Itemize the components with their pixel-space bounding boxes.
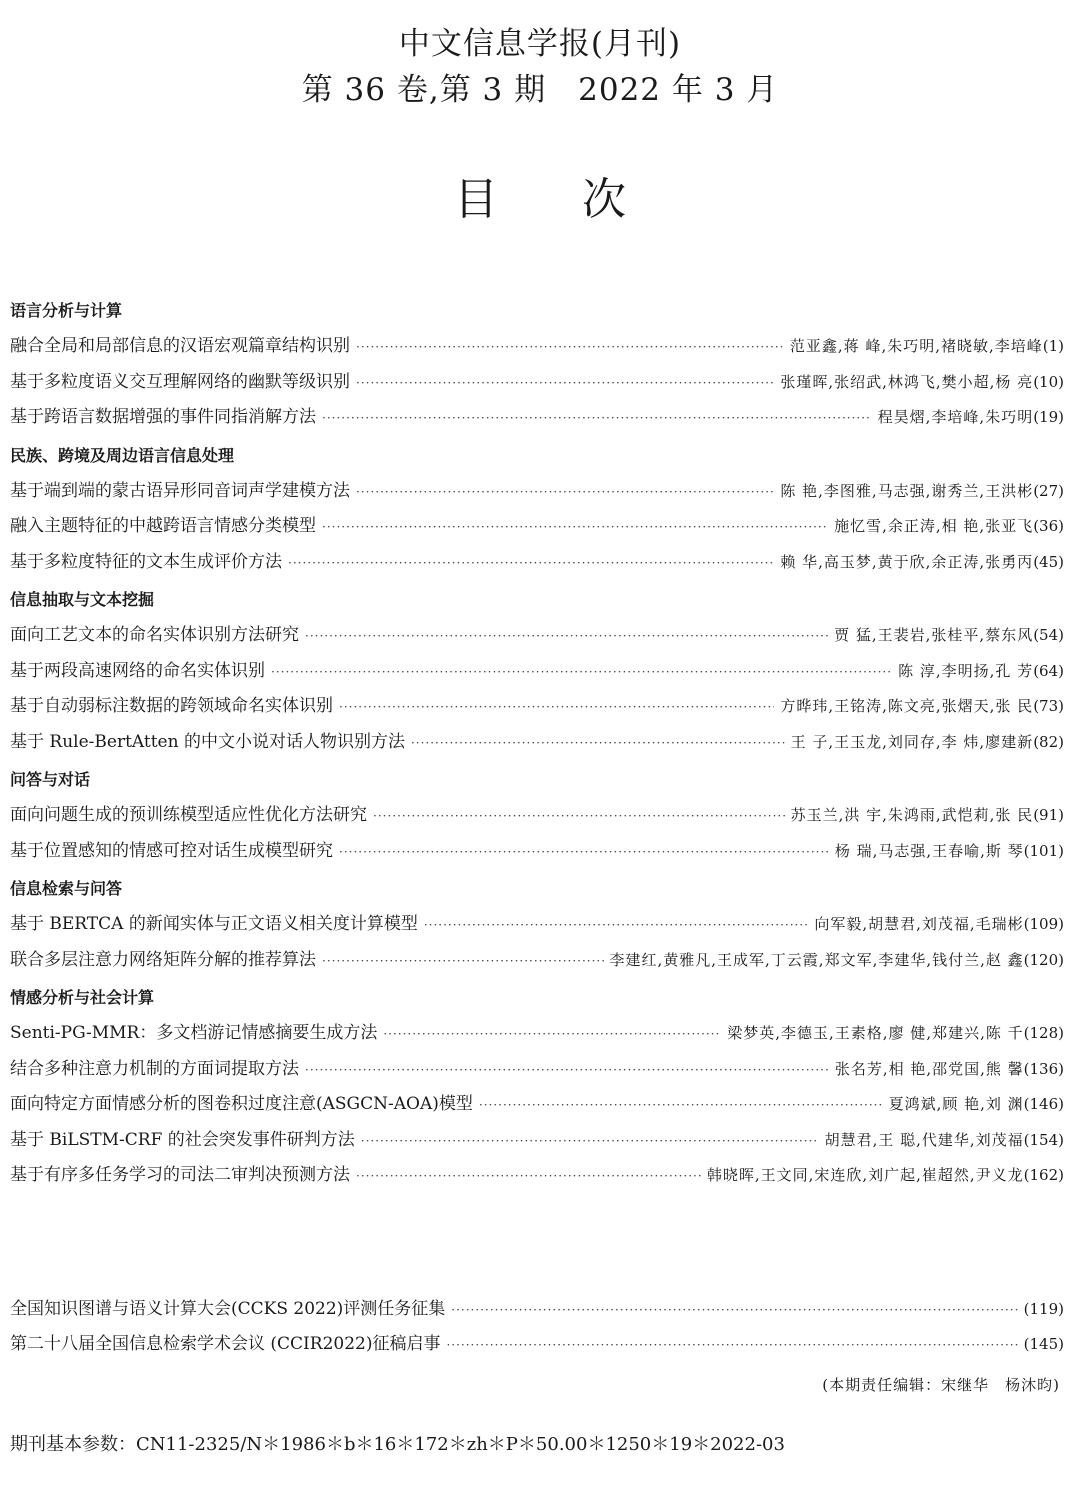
article-page: (109) (1023, 915, 1064, 933)
article-authors: 苏玉兰,洪 宇,朱鸿雨,武恺莉,张 民 (790, 806, 1034, 824)
dot-leader (356, 366, 774, 402)
dot-leader (373, 799, 785, 835)
toc-entry (10, 1087, 1064, 1123)
article-page: (54) (1033, 626, 1064, 644)
section-heading: 问答与对话 (10, 770, 91, 789)
toc-entry (10, 365, 1064, 401)
article-page: (146) (1023, 1095, 1064, 1113)
article-title: 基于跨语言数据增强的事件同指消解方法 (10, 407, 316, 427)
responsible-editor: (本期责任编辑：宋继华 杨沐昀) (822, 1376, 1060, 1394)
article-page: (19) (1033, 408, 1064, 426)
toc-entry (10, 545, 1064, 581)
article-authors: 胡慧君,王 聪,代建华,刘茂福 (824, 1130, 1024, 1149)
article-authors: 施忆雪,余正涛,相 艳,张亚飞 (834, 517, 1034, 535)
dot-leader (288, 546, 774, 582)
toc-entry (10, 509, 1064, 545)
article-page: (91) (1033, 806, 1064, 824)
announcement-entry (10, 1292, 1064, 1327)
article-page: (120) (1023, 950, 1064, 969)
toc-entry (10, 329, 1064, 365)
issue-line: 第 36 卷,第 3 期 2022 年 3 月 (301, 72, 779, 108)
article-page: (64) (1033, 661, 1064, 680)
article-authors: 李建红,黄雅凡,王成军,丁云霞,郑文军,李建华,钱付兰,赵 鑫 (609, 950, 1024, 969)
article-authors: 张名芳,相 艳,邵党国,熊 馨 (834, 1059, 1024, 1078)
toc-entry (10, 1123, 1064, 1159)
article-title: 基于 BERTCA 的新闻实体与正文语义相关度计算模型 (10, 914, 418, 934)
article-page: (162) (1023, 1166, 1064, 1184)
article-page: (136) (1023, 1059, 1064, 1078)
dot-leader (356, 1159, 701, 1195)
toc-entry (10, 474, 1064, 510)
toc-entry (10, 689, 1064, 725)
article-authors: 夏鸿斌,顾 艳,刘 渊 (888, 1095, 1024, 1113)
article-authors: 张瑾晖,张绍武,林鸿飞,樊小超,杨 亮 (780, 372, 1034, 391)
article-title: 融合全局和局部信息的汉语宏观篇章结构识别 (10, 336, 350, 356)
article-title: 基于两段高速网络的命名实体识别 (10, 660, 265, 681)
dot-leader (446, 1328, 1017, 1363)
journal-title: 中文信息学报(月刊) (398, 26, 682, 62)
toc-entry (10, 618, 1064, 654)
article-authors: 范亚鑫,蒋 峰,朱巧明,褚晓敏,李培峰 (789, 337, 1043, 355)
table-of-contents (10, 293, 1064, 1194)
dot-leader (411, 726, 785, 762)
article-title: 联合多层注意力网络矩阵分解的推荐算法 (10, 949, 316, 970)
article-authors: 赖 华,高玉梦,黄于欣,余正涛,张勇丙 (780, 552, 1034, 571)
section-heading: 信息检索与问答 (10, 879, 123, 898)
dot-leader (271, 655, 892, 691)
toc-entry (10, 654, 1064, 690)
dot-leader (451, 1293, 1017, 1328)
announcement-title: 第二十八届全国信息检索学术会议 (CCIR2022)征稿启事 (10, 1334, 441, 1354)
section-heading: 民族、跨境及周边语言信息处理 (10, 445, 235, 465)
dot-leader (361, 1124, 819, 1160)
article-authors: 韩晓晖,王文同,宋连欣,刘广起,崔超然,尹义龙 (706, 1166, 1024, 1184)
article-page: (128) (1023, 1024, 1064, 1042)
toc-entry (10, 1158, 1064, 1194)
toc-entry (10, 834, 1064, 870)
article-authors: 程昊熠,李培峰,朱巧明 (877, 408, 1034, 426)
dot-leader (356, 330, 784, 366)
announcement-title: 全国知识图谱与语义计算大会(CCKS 2022)评测任务征集 (10, 1299, 446, 1319)
dot-leader (322, 401, 872, 437)
toc-entry (10, 400, 1064, 436)
toc-entry (10, 1052, 1064, 1088)
article-authors: 陈 艳,李图雅,马志强,谢秀兰,王洪彬 (780, 481, 1034, 500)
article-page: (73) (1033, 697, 1064, 715)
article-title: 基于有序多任务学习的司法二审判决预测方法 (10, 1165, 350, 1185)
dot-leader (383, 1017, 721, 1053)
article-authors: 贾 猛,王裴岩,张桂平,蔡东风 (834, 626, 1034, 644)
toc-entry (10, 943, 1064, 979)
article-page: (154) (1023, 1130, 1064, 1149)
article-page: (36) (1033, 517, 1064, 535)
dot-leader (424, 908, 809, 944)
article-title: 结合多种注意力机制的方面词提取方法 (10, 1058, 299, 1079)
article-title: 面向问题生成的预训练模型适应性优化方法研究 (10, 805, 367, 825)
dot-leader (322, 510, 828, 546)
article-title: 基于位置感知的情感可控对话生成模型研究 (10, 840, 333, 861)
toc-entry (10, 798, 1064, 834)
article-title: 基于端到端的蒙古语异形同音词声学建模方法 (10, 480, 350, 501)
article-authors: 梁梦英,李德玉,王素格,廖 健,郑建兴,陈 千 (727, 1024, 1024, 1042)
journal-parameters: 期刊基本参数：CN11-2325/N＊1986＊b＊16＊172＊zh＊P＊50.00＊1250＊19＊2022-03 (10, 1434, 785, 1455)
article-authors: 杨 瑞,马志强,王春喻,斯 琴 (834, 841, 1024, 860)
announcement-page: (119) (1023, 1300, 1064, 1318)
article-title: 基于 BiLSTM-CRF 的社会突发事件研判方法 (10, 1129, 355, 1150)
article-title: 基于多粒度语义交互理解网络的幽默等级识别 (10, 371, 350, 392)
announcement-page: (145) (1023, 1335, 1064, 1353)
article-authors: 方晔玮,王铭涛,陈文亮,张熠天,张 民 (780, 697, 1034, 715)
article-page: (82) (1033, 732, 1064, 751)
dot-leader (305, 1053, 829, 1089)
dot-leader (322, 944, 604, 980)
article-title: 面向特定方面情感分析的图卷积过度注意(ASGCN-AOA)模型 (10, 1094, 473, 1114)
dot-leader (339, 835, 829, 871)
article-authors: 向军毅,胡慧君,刘茂福,毛瑞彬 (814, 915, 1024, 933)
announcement-entry (10, 1327, 1064, 1362)
article-page: (45) (1033, 552, 1064, 571)
article-page: (1) (1042, 337, 1064, 355)
article-title: 基于多粒度特征的文本生成评价方法 (10, 551, 282, 572)
article-title: 基于自动弱标注数据的跨领域命名实体识别 (10, 696, 333, 716)
toc-entry (10, 725, 1064, 761)
article-authors: 王 子,王玉龙,刘同存,李 炜,廖建新 (790, 732, 1034, 751)
dot-leader (305, 619, 828, 655)
dot-leader (479, 1088, 883, 1124)
article-title: 基于 Rule-BertAtten 的中文小说对话人物识别方法 (10, 731, 405, 752)
article-page: (101) (1023, 841, 1064, 860)
article-page: (10) (1033, 372, 1064, 391)
toc-entry (10, 907, 1064, 943)
article-title: 融入主题特征的中越跨语言情感分类模型 (10, 516, 316, 536)
dot-leader (339, 690, 774, 726)
article-page: (27) (1033, 481, 1064, 500)
announcements-list (10, 1292, 1064, 1362)
dot-leader (356, 475, 774, 511)
section-heading: 情感分析与社会计算 (10, 988, 155, 1007)
toc-entry (10, 1016, 1064, 1052)
section-heading: 信息抽取与文本挖掘 (10, 590, 155, 609)
article-title: 面向工艺文本的命名实体识别方法研究 (10, 625, 299, 645)
section-heading: 语言分析与计算 (10, 301, 123, 320)
toc-heading: 目次 (454, 174, 710, 225)
article-authors: 陈 淳,李明扬,孔 芳 (898, 661, 1034, 680)
article-title: Senti-PG-MMR：多文档游记情感摘要生成方法 (10, 1023, 378, 1043)
